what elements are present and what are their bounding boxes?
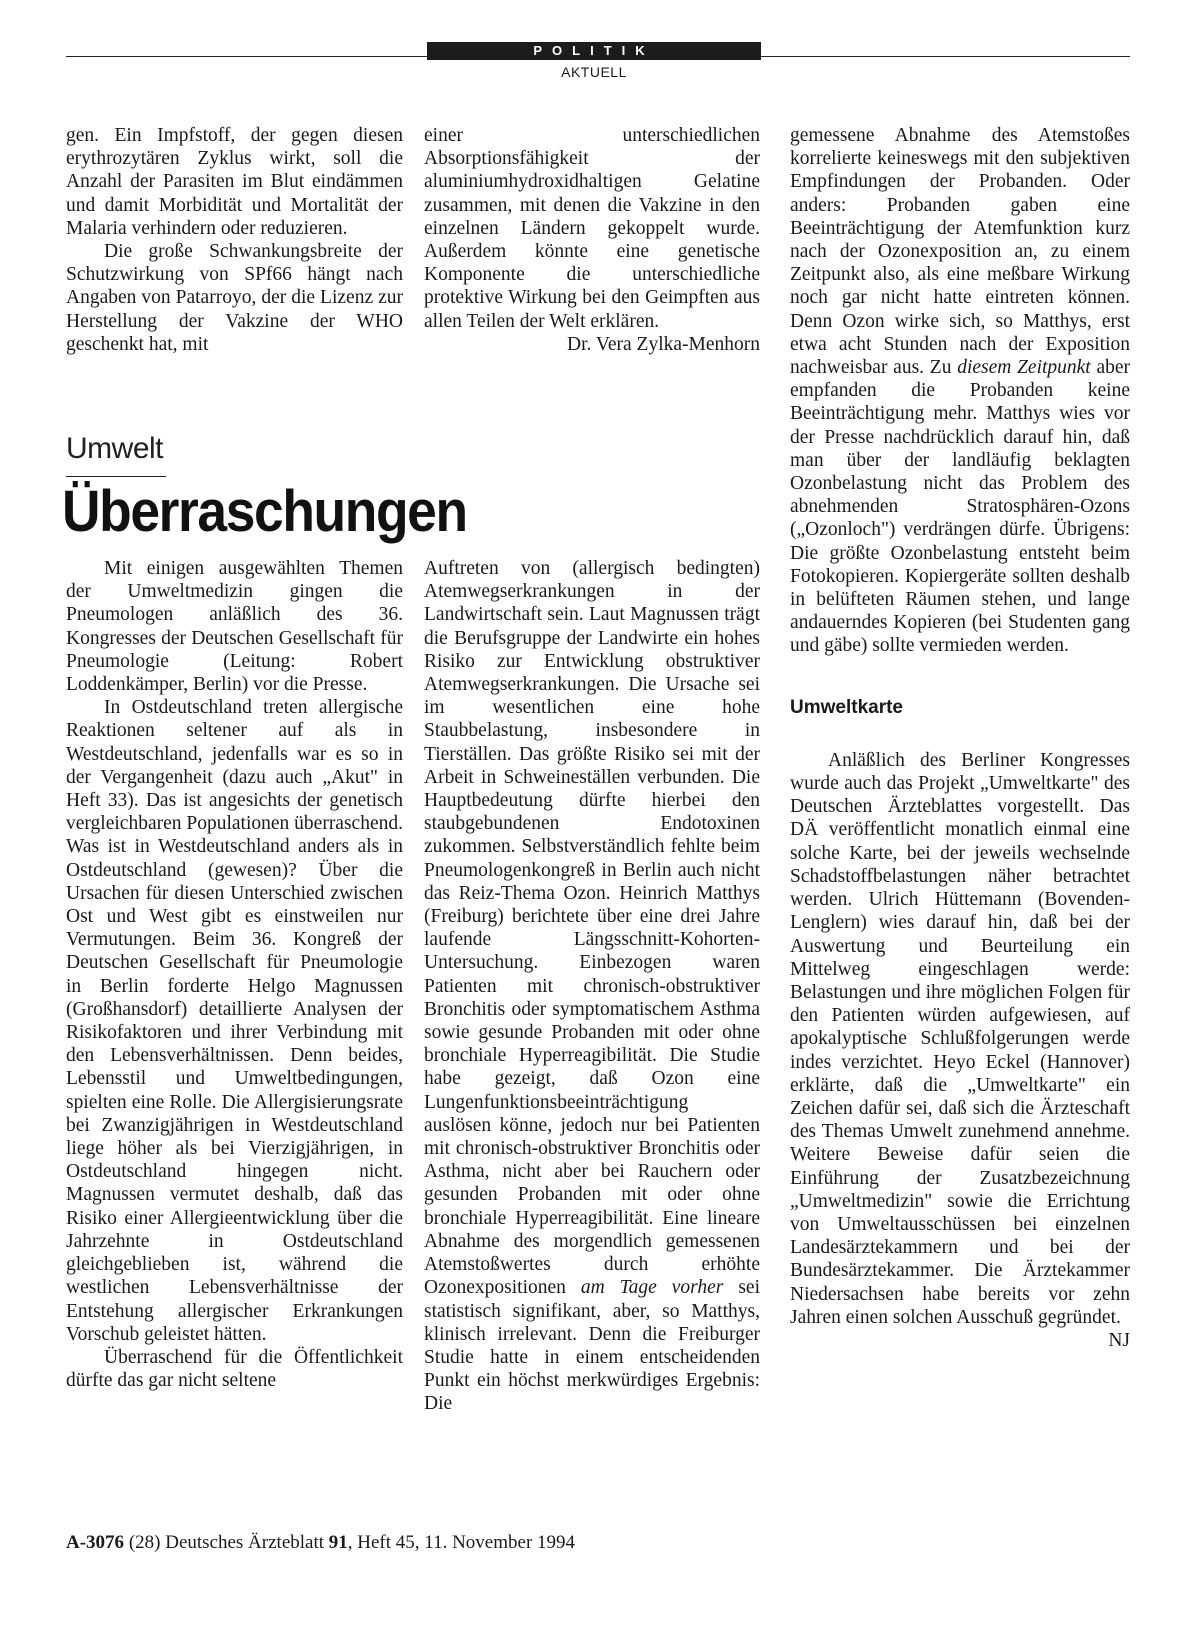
paragraph	[790, 749, 1130, 1351]
text-run: Auftreten von (allergisch bedingten) Atemwegserkrankungen in der Landwirtschaft sein. Laut Magnussen trägt die Berufsgruppe der Landwirte ein hohes Risiko zur Entwicklung obstruktiver Atemwegserkrankungen. Die Ursache sei im wesentlichen eine hohe Staubbelastung, insbesondere in Tierställen. Das größte Risiko sei mit der Arbeit in Schweineställen verbunden. Die Hauptbedeutung dürfte hierbei den staubgebundenen Endotoxinen zukommen. Selbstverständlich fehlte beim Pneumologenkongreß in Berlin auch nicht das Reiz-Thema Ozon. Heinrich Matthys (Freiburg) berichtete über eine drei Jahre laufende Längsschnitt-Kohorten-Untersuchung. Einbezogen waren Patienten mit chronisch-obstruktiver Bronchitis oder symptomatischem Asthma sowie gesunde Probanden mit oder ohne bronchiale Hyperreagibilität. Die Studie habe gezeigt, daß Ozon eine Lungenfunktionsbeeinträchtigung auslösen könne, jedoch nur bei Patienten mit chronisch-obstruktiver Bronchitis oder Asthma, nicht aber bei Rauchern oder gesunden Probanden mit oder ohne bronchiale Hyperreagibilität. Eine lineare Abnahme des morgendlich gemessenen Atemstoßwertes durch erhöhte Ozonexpositionen	[424, 558, 760, 1299]
text-run: sei statistisch signifikant, aber, so Matthys, klinisch irrelevant. Denn die Freiburger Studie hatte in einem entscheidenden Punkt ein höchst merkwürdiges Ergebnis: Die	[424, 1277, 760, 1415]
subheading: Umweltkarte	[790, 696, 903, 718]
article-headline: Überraschungen	[62, 479, 467, 544]
top-column-2	[424, 124, 760, 356]
paragraph: einer unterschiedlichen Absorptionsfähigkeit der aluminiumhydroxidhaltigen Gelatine zusammen, mit denen die Vakzine in den einzelnen Ländern gekoppelt wurde. Außerdem könnte eine genetische Komponente die unterschiedliche protektive Wirkung bei den Geimpften aus allen Teilen der Welt erklären.	[424, 125, 760, 332]
top-column-1	[66, 124, 403, 356]
paragraph	[790, 124, 1130, 658]
author-signature: Dr. Vera Zylka-Menhorn	[567, 333, 760, 355]
text-run: aber empfanden die Probanden keine Beeinträchtigung mehr. Matthys wies vor der Presse nachdrücklich darauf hin, daß man über der landläufig beklagten Ozonbelastung nicht das Problem des abnehmenden Stratosphären-Ozons („Ozonloch") verdrängen dürfe. Übrigens: Die größte Ozonbelastung entsteht beim Fotokopieren. Kopiergeräte sollten deshalb in belüfteten Räumen stehen, und lange andauerndes Kopieren (bei Studenten gang und gäbe) sollte vermieden werden.	[790, 357, 1131, 657]
emphasis: diesem Zeitpunkt	[957, 357, 1091, 379]
subsection-label: AKTUELL	[561, 64, 627, 80]
rubric-label: Umwelt	[66, 432, 164, 465]
paragraph: gen. Ein Impfstoff, der gegen diesen erythrozytären Zyklus wirkt, soll die Anzahl der Parasiten im Blut eindämmen und damit Morbidität und Mortalität der Malaria verhindern oder reduzieren.	[66, 125, 403, 239]
text-run: gemessene Abnahme des Atemstoßes korrelierte keineswegs mit den subjektiven Empfindungen der Probanden. Oder anders: Probanden gaben eine Beeinträchtigung der Atemfunktion kurz nach der Ozonexposition an, zu einem Zeitpunkt also, als eine meßbare Wirkung noch gar nicht hatte eintreten können. Denn Ozon wirke sich, so Matthys, erst etwa acht Stunden nach der Exposition nachweisbar aus. Zu	[790, 125, 1130, 379]
paragraph: Mit einigen ausgewählten Themen der Umweltmedizin gingen die Pneumologen anläßlich des 36. Kongresses der Deutschen Gesellschaft für Pneumologie (Leitung: Robert Loddenkämper, Berlin) vor die Presse.	[66, 558, 403, 696]
page-number: A-3076	[66, 1532, 125, 1553]
paragraph: Überraschend für die Öffentlichkeit dürfte das gar nicht seltene	[66, 1346, 403, 1392]
paragraph	[424, 557, 760, 1416]
article-column-1	[66, 557, 403, 1392]
article-column-3	[790, 124, 1130, 1352]
footer-issue: , Heft 45, 11. November 1994	[347, 1532, 576, 1553]
emphasis: am Tage vorher	[580, 1277, 724, 1299]
paragraph: In Ostdeutschland treten allergische Reaktionen seltener auf als in Westdeutschland, jedenfalls war es so in der Vergangenheit (dazu auch „Akut" in Heft 33). Das ist angesichts der genetisch vergleichbaren Populationen überraschend. Was ist in Westdeutschland anders als in Ostdeutschland (gewesen)? Über die Ursachen für diesen Unterschied zwischen Ost und West gibt es einstweilen nur Vermutungen. Beim 36. Kongreß der Deutschen Gesellschaft für Pneumologie in Berlin forderte Helgo Magnussen (Großhansdorf) detaillierte Analysen der Risikofaktoren und ihrer Verbindung mit den Lebensverhältnissen. Denn beides, Lebensstil und Umweltbedingungen, spielten eine Rolle. Die Allergisierungsrate bei Zwanzigjährigen in Westdeutschland liege höher als bei Vierzigjährigen, in Ostdeutschland hingegen nicht. Magnussen vermutet deshalb, daß das Risiko einer Allergieentwicklung über die Jahrzehnte in Ostdeutschland gleichgeblieben ist, während die westlichen Lebensverhältnisse der Entstehung allergischer Erkrankungen Vorschub geleistet hätten.	[66, 697, 403, 1345]
article-column-2	[424, 557, 760, 1416]
text-run: Anläßlich des Berliner Kongresses wurde auch das Projekt „Umweltkarte" des Deutschen Ärzteblattes vorgestellt. Das DÄ veröffentlicht monatlich einmal eine solche Karte, bei der jeweils wechselnde Schadstoffbelastungen näher betrachtet werden. Ulrich Hüttemann (Bovenden-Lenglern) wies darauf hin, daß bei der Auswertung und Beurteilung ein Mittelweg eingeschlagen werde: Belastungen und ihre möglichen Folgen für den Patienten würden aufgewiesen, auf apokalyptische Schlußfolgerungen werde indes verzichtet. Heyo Eckel (Hannover) erklärte, daß die „Umweltkarte" ein Zeichen dafür sei, daß sich die Ärzteschaft des Themas Umwelt zunehmend annehme. Weitere Beweise dafür seien die Einführung der Zusatzbezeichnung „Umweltmedizin" sowie die Errichtung von Umweltausschüssen bei einzelnen Landesärztekammern und bei der Bundesärztekammer. Die Ärztekammer Niedersachsen habe bereits vor zehn Jahren einen solchen Ausschuß gegründet.	[790, 749, 1130, 1328]
volume-number: 91	[328, 1532, 348, 1553]
rubric-underline	[66, 476, 166, 477]
paragraph: Die große Schwankungsbreite der Schutzwirkung von SPf66 hängt nach Angaben von Patarroyo, der die Lizenz zur Herstellung der Vakzine der WHO geschenkt hat, mit	[66, 241, 403, 355]
page-footer	[66, 1532, 575, 1554]
author-initials: NJ	[1108, 1329, 1130, 1351]
section-label: POLITIK	[427, 42, 761, 60]
footer-text: (28) Deutsches Ärzteblatt	[128, 1532, 325, 1553]
